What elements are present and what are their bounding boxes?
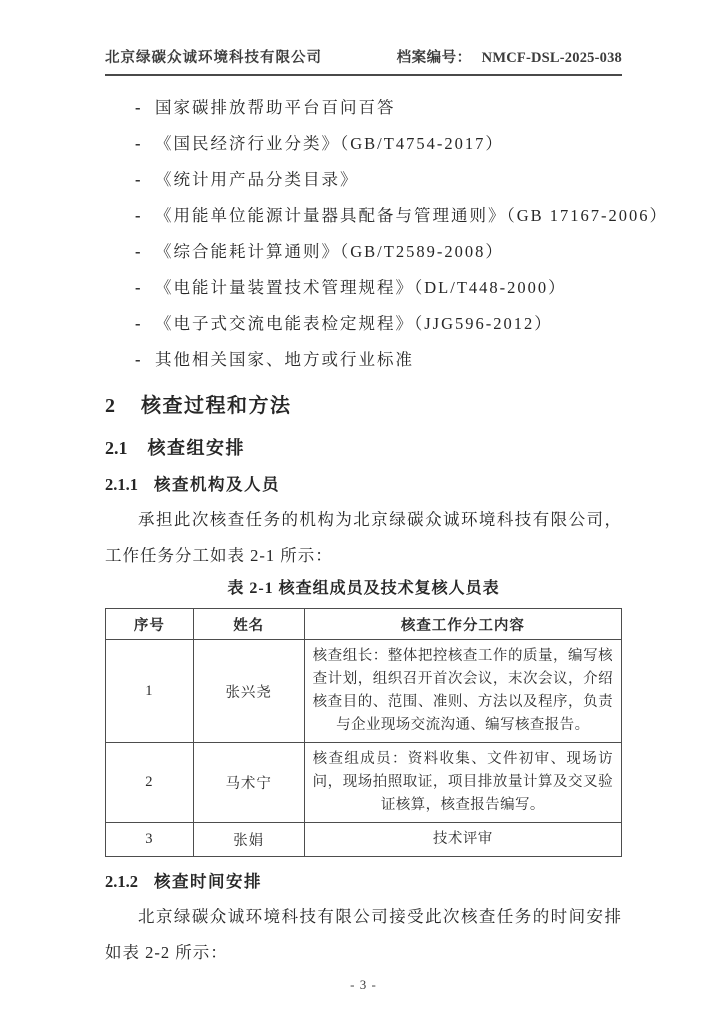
page-number: - 3 - — [350, 977, 377, 992]
section-title: 核查时间安排 — [154, 872, 262, 891]
column-header-serial: 序号 — [106, 609, 194, 640]
name-cell: 张兴尧 — [193, 640, 304, 743]
list-item — [105, 270, 622, 306]
paragraph-verification-body: 承担此次核查任务的机构为北京绿碳众诚环境科技有限公司，工作任务分工如表 2-1 所示： — [105, 510, 622, 565]
column-header-name: 姓名 — [193, 609, 304, 640]
list-bullet: - — [135, 278, 141, 297]
list-item — [105, 306, 622, 342]
name-cell: 张娟 — [193, 823, 304, 857]
page-header — [105, 0, 622, 76]
list-item-text: 《电子式交流电能表检定规程》（JJG596-2012） — [155, 314, 553, 333]
list-item-text: 《用能单位能源计量器具配备与管理通则》（GB 17167-2006） — [155, 206, 669, 225]
section-heading-2-1 — [105, 436, 622, 460]
list-bullet: - — [135, 350, 141, 369]
duty-cell: 技术评审 — [304, 823, 621, 857]
list-item-text: 《电能计量装置技术管理规程》（DL/T448-2000） — [155, 278, 567, 297]
list-item — [105, 198, 669, 234]
list-item — [105, 234, 622, 270]
list-bullet: - — [135, 98, 141, 117]
list-item — [105, 162, 622, 198]
list-item — [105, 126, 622, 162]
list-bullet: - — [135, 314, 141, 333]
section-number: 2.1.1 — [105, 475, 138, 494]
list-bullet: - — [135, 242, 141, 261]
list-item-text: 《综合能耗计算通则》（GB/T2589-2008） — [155, 242, 504, 261]
list-item-text: 其他相关国家、地方或行业标准 — [155, 350, 414, 369]
reference-list — [105, 90, 669, 378]
table-row — [106, 823, 622, 857]
header-file-number — [397, 46, 622, 67]
name-cell: 马术宁 — [193, 743, 304, 823]
table-caption: 表 2-1 核查组成员及技术复核人员表 — [227, 580, 500, 597]
section-title: 核查机构及人员 — [154, 475, 280, 494]
section-number: 2.1.2 — [105, 872, 138, 891]
list-bullet: - — [135, 206, 141, 225]
table-header-row — [106, 609, 622, 640]
duty-cell: 核查组成员：资料收集、文件初审、现场访问，现场拍照取证，项目排放量计算及交叉验证核算，核查报告编写。 — [304, 743, 621, 823]
header-company-name: 北京绿碳众诚环境科技有限公司 — [105, 50, 322, 66]
file-number-value: NMCF-DSL-2025-038 — [481, 50, 622, 66]
section-heading-2-1-1 — [105, 474, 622, 496]
column-header-duty: 核查工作分工内容 — [304, 609, 621, 640]
list-item-text: 《国民经济行业分类》（GB/T4754-2017） — [155, 134, 504, 153]
section-title: 核查过程和方法 — [141, 395, 292, 417]
list-item-text: 国家碳排放帮助平台百问百答 — [155, 98, 396, 117]
duty-cell: 核查组长：整体把控核查工作的质量，编写核查计划，组织召开首次会议，末次会议，介绍核查目的、范围、准则、方法以及程序，负责与企业现场交流沟通、编写核查报告。 — [304, 640, 621, 743]
serial-cell: 2 — [106, 743, 194, 823]
verification-team-table — [105, 608, 622, 857]
list-bullet: - — [135, 134, 141, 153]
serial-cell: 1 — [106, 640, 194, 743]
serial-cell: 3 — [106, 823, 194, 857]
section-heading-2 — [105, 392, 622, 420]
list-item-text: 《统计用产品分类目录》 — [155, 170, 359, 189]
table-row — [106, 743, 622, 823]
file-number-label: 档案编号： — [396, 50, 472, 66]
section-heading-2-1-2 — [105, 871, 622, 893]
table-row — [106, 640, 622, 743]
section-number: 2 — [105, 395, 115, 417]
paragraph-schedule-body: 北京绿碳众诚环境科技有限公司接受此次核查任务的时间安排如表 2-2 所示： — [105, 907, 622, 962]
list-bullet: - — [135, 170, 141, 189]
section-number: 2.1 — [105, 438, 128, 458]
list-item — [105, 342, 622, 378]
list-item — [105, 90, 622, 126]
section-title: 核查组安排 — [147, 438, 245, 458]
